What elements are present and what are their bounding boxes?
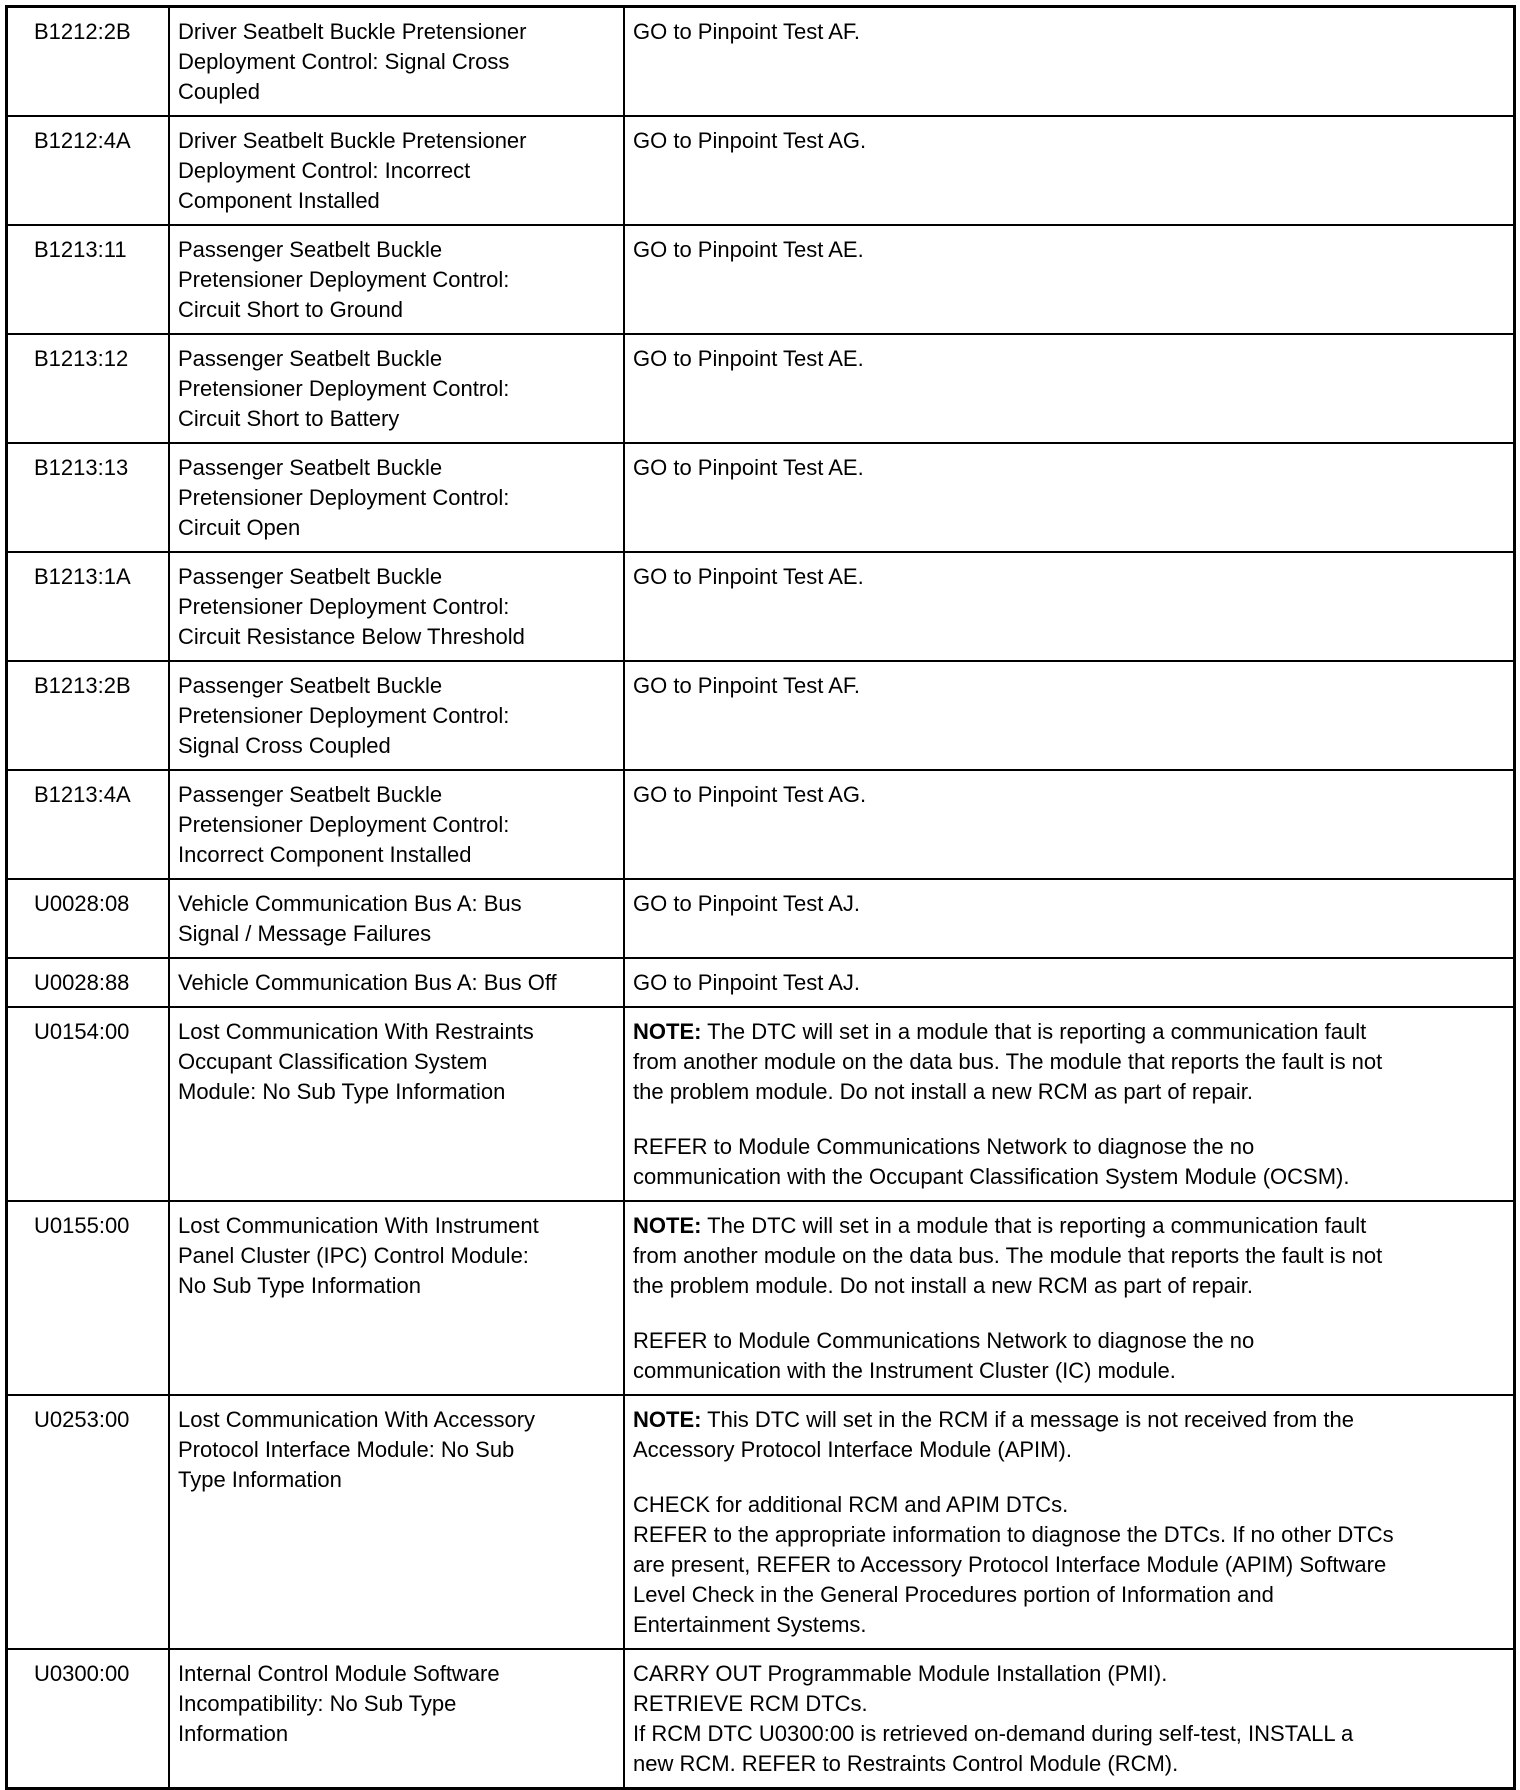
- dtc-action: [624, 552, 1515, 661]
- dtc-description: Passenger Seatbelt Buckle Pretensioner Deployment Control: Circuit Short to Battery: [169, 334, 624, 443]
- dtc-action: [624, 334, 1515, 443]
- table-row: [7, 1395, 1515, 1649]
- dtc-code: U0154:00: [7, 1007, 170, 1201]
- table-row: [7, 770, 1515, 879]
- dtc-code: U0300:00: [7, 1649, 170, 1789]
- dtc-description: Driver Seatbelt Buckle Pretensioner Deployment Control: Signal Cross Coupled: [169, 7, 624, 117]
- table-row: [7, 116, 1515, 225]
- table-row: [7, 334, 1515, 443]
- action-text: GO to Pinpoint Test AF.: [633, 673, 861, 698]
- action-paragraph: [633, 671, 1505, 701]
- dtc-description: Lost Communication With Accessory Protocol Interface Module: No Sub Type Information: [169, 1395, 624, 1649]
- dtc-action: [624, 1201, 1515, 1395]
- action-text: GO to Pinpoint Test AJ.: [633, 891, 861, 916]
- note-label: NOTE:: [633, 1213, 702, 1238]
- action-paragraph: [633, 1405, 1505, 1465]
- table-row: [7, 225, 1515, 334]
- dtc-action: [624, 1649, 1515, 1789]
- dtc-description: Passenger Seatbelt Buckle Pretensioner Deployment Control: Circuit Short to Ground: [169, 225, 624, 334]
- action-text: GO to Pinpoint Test AE.: [633, 455, 864, 480]
- note-label: NOTE:: [633, 1407, 702, 1432]
- action-paragraph: [633, 1211, 1505, 1301]
- action-paragraph: [633, 889, 1505, 919]
- dtc-description: Lost Communication With Restraints Occupant Classification System Module: No Sub Type Information: [169, 1007, 624, 1201]
- table-row: [7, 958, 1515, 1007]
- dtc-action: [624, 1007, 1515, 1201]
- dtc-code: B1213:13: [7, 443, 170, 552]
- dtc-code: B1213:2B: [7, 661, 170, 770]
- action-paragraph: [633, 1490, 1505, 1640]
- action-text: CARRY OUT Programmable Module Installation (PMI). RETRIEVE RCM DTCs. If RCM DTC U0300:00 is retrieved on-demand during self-test, INSTALL a new RCM. REFER to Restraints Control Module (RCM).: [633, 1661, 1354, 1776]
- table-row: [7, 1007, 1515, 1201]
- table-row: [7, 661, 1515, 770]
- table-row: [7, 1201, 1515, 1395]
- dtc-description: Vehicle Communication Bus A: Bus Off: [169, 958, 624, 1007]
- dtc-code: B1212:4A: [7, 116, 170, 225]
- dtc-code: B1213:11: [7, 225, 170, 334]
- dtc-description: Lost Communication With Instrument Panel Cluster (IPC) Control Module: No Sub Type Information: [169, 1201, 624, 1395]
- dtc-code: U0253:00: [7, 1395, 170, 1649]
- action-paragraph: [633, 780, 1505, 810]
- action-text: The DTC will set in a module that is reporting a communication fault from another module on the data bus. The module that reports the fault is not the problem module. Do not install a new RCM as part of repair.: [633, 1213, 1383, 1298]
- action-paragraph: [633, 1326, 1505, 1386]
- action-text: GO to Pinpoint Test AG.: [633, 128, 867, 153]
- action-text: CHECK for additional RCM and APIM DTCs. REFER to the appropriate information to diagnose the DTCs. If no other DTCs are present, REFER to Accessory Protocol Interface Module (APIM) Software Level Check in the General Procedures portion of Information and Entertainment Systems.: [633, 1492, 1394, 1637]
- dtc-code: B1212:2B: [7, 7, 170, 117]
- dtc-description: Driver Seatbelt Buckle Pretensioner Deployment Control: Incorrect Component Installed: [169, 116, 624, 225]
- action-text: GO to Pinpoint Test AE.: [633, 564, 864, 589]
- action-text: GO to Pinpoint Test AF.: [633, 19, 861, 44]
- dtc-code: U0028:88: [7, 958, 170, 1007]
- dtc-code: B1213:1A: [7, 552, 170, 661]
- action-text: GO to Pinpoint Test AE.: [633, 237, 864, 262]
- dtc-action: [624, 116, 1515, 225]
- table-row: [7, 1649, 1515, 1789]
- dtc-description: Passenger Seatbelt Buckle Pretensioner Deployment Control: Signal Cross Coupled: [169, 661, 624, 770]
- action-text: REFER to Module Communications Network to diagnose the no communication with the Instrument Cluster (IC) module.: [633, 1328, 1255, 1383]
- dtc-description: Passenger Seatbelt Buckle Pretensioner Deployment Control: Circuit Resistance Below Threshold: [169, 552, 624, 661]
- dtc-code: B1213:12: [7, 334, 170, 443]
- action-paragraph: [633, 453, 1505, 483]
- action-paragraph: [633, 1017, 1505, 1107]
- dtc-description: Passenger Seatbelt Buckle Pretensioner Deployment Control: Circuit Open: [169, 443, 624, 552]
- action-text: REFER to Module Communications Network to diagnose the no communication with the Occupant Classification System Module (OCSM).: [633, 1134, 1350, 1189]
- action-text: GO to Pinpoint Test AG.: [633, 782, 867, 807]
- table-row: [7, 443, 1515, 552]
- table-row: [7, 552, 1515, 661]
- action-paragraph: [633, 968, 1505, 998]
- dtc-action: [624, 661, 1515, 770]
- action-paragraph: [633, 562, 1505, 592]
- dtc-action: [624, 1395, 1515, 1649]
- action-text: This DTC will set in the RCM if a message is not received from the Accessory Protocol Interface Module (APIM).: [633, 1407, 1354, 1462]
- action-paragraph: [633, 344, 1505, 374]
- dtc-code: B1213:4A: [7, 770, 170, 879]
- dtc-table: [5, 5, 1516, 1790]
- action-text: GO to Pinpoint Test AE.: [633, 346, 864, 371]
- action-paragraph: [633, 17, 1505, 47]
- note-label: NOTE:: [633, 1019, 702, 1044]
- dtc-description: Vehicle Communication Bus A: Bus Signal / Message Failures: [169, 879, 624, 958]
- dtc-code: U0028:08: [7, 879, 170, 958]
- dtc-action: [624, 443, 1515, 552]
- table-row: [7, 7, 1515, 117]
- action-paragraph: [633, 235, 1505, 265]
- action-text: The DTC will set in a module that is reporting a communication fault from another module on the data bus. The module that reports the fault is not the problem module. Do not install a new RCM as part of repair.: [633, 1019, 1383, 1104]
- dtc-code: U0155:00: [7, 1201, 170, 1395]
- action-text: GO to Pinpoint Test AJ.: [633, 970, 861, 995]
- action-paragraph: [633, 126, 1505, 156]
- dtc-action: [624, 770, 1515, 879]
- table-row: [7, 879, 1515, 958]
- dtc-action: [624, 225, 1515, 334]
- dtc-description: Internal Control Module Software Incompatibility: No Sub Type Information: [169, 1649, 624, 1789]
- dtc-action: [624, 7, 1515, 117]
- dtc-description: Passenger Seatbelt Buckle Pretensioner Deployment Control: Incorrect Component Installed: [169, 770, 624, 879]
- action-paragraph: [633, 1659, 1505, 1779]
- action-paragraph: [633, 1132, 1505, 1192]
- dtc-action: [624, 958, 1515, 1007]
- dtc-action: [624, 879, 1515, 958]
